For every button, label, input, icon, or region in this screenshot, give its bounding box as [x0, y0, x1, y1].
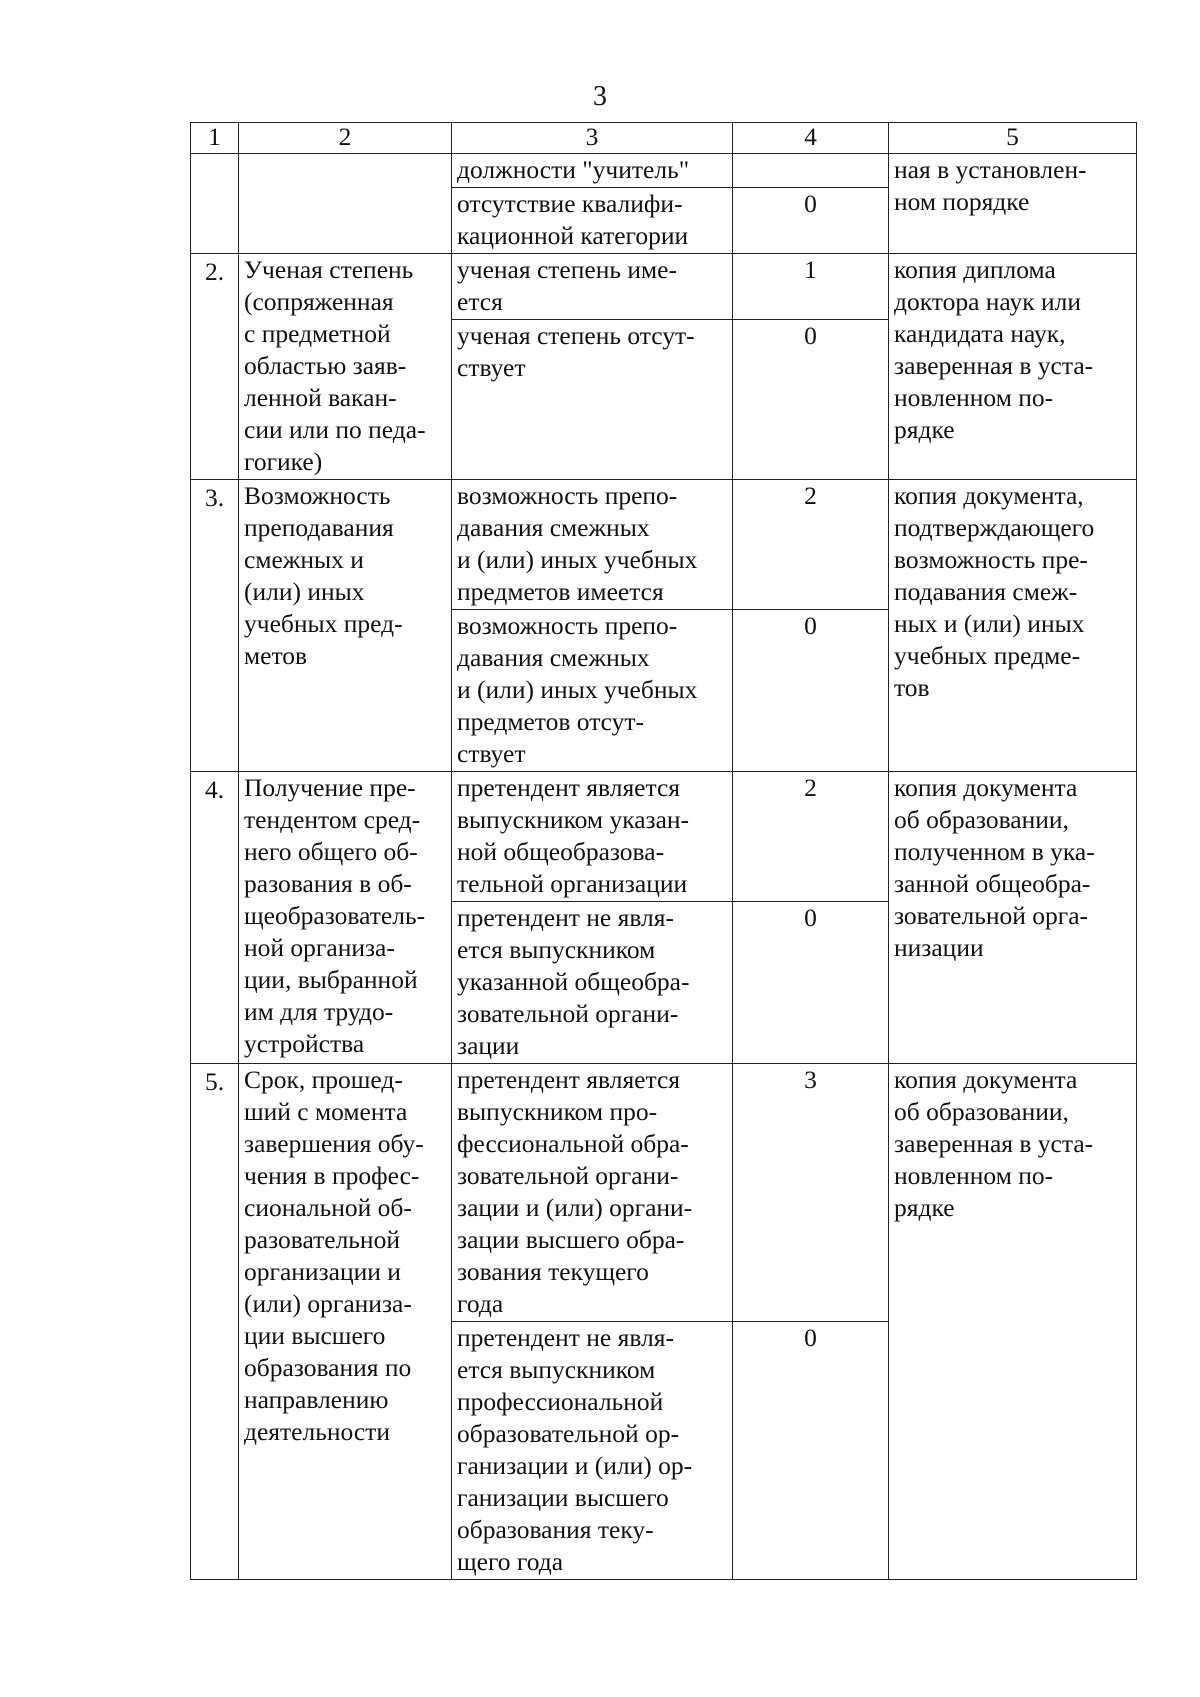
option-line: и (или) иных учебных [457, 675, 698, 704]
column-header: 3 [452, 123, 733, 154]
score-cell: 2 [733, 772, 889, 902]
option-line: щего года [457, 1547, 564, 1576]
criterion-cell [239, 254, 452, 480]
criterion-line: тендентом сред- [244, 805, 421, 834]
table-row [191, 480, 1137, 610]
option-line: года [457, 1289, 504, 1318]
criterion-line: смежных и [244, 545, 364, 574]
option-line: претендент является [457, 773, 680, 802]
criterion-line: завершения обу- [244, 1129, 424, 1158]
score-cell: 0 [733, 1322, 889, 1580]
criterion-line: гогике) [244, 447, 323, 476]
criterion-line: сиональной об- [244, 1193, 412, 1222]
option-line: ется выпускником [457, 1355, 656, 1384]
option-line: должности "учитель" [457, 155, 690, 184]
criteria-table [190, 122, 1137, 1580]
criterion-line: (или) организа- [244, 1289, 412, 1318]
option-cell [452, 1064, 733, 1322]
option-line: зовательной органи- [457, 1161, 679, 1190]
criterion-line: щеобразователь- [244, 901, 426, 930]
column-header: 5 [889, 123, 1137, 154]
document-line: полученном в ука- [894, 837, 1095, 866]
column-header: 1 [191, 123, 239, 154]
option-line: давания смежных [457, 513, 650, 542]
document-line: копия диплома [894, 255, 1056, 284]
criterion-line: метов [244, 641, 308, 670]
option-line: профессиональной [457, 1387, 664, 1416]
criterion-line: Ученая степень [244, 255, 414, 284]
score-cell: 2 [733, 480, 889, 610]
document-line: учебных предме- [894, 641, 1081, 670]
row-number-cell [191, 154, 239, 254]
option-cell [452, 610, 733, 772]
option-line: тельной организации [457, 869, 688, 898]
option-cell [452, 772, 733, 902]
option-line: ствует [457, 739, 526, 768]
criterion-line: ленной вакан- [244, 383, 397, 412]
score-cell: 0 [733, 320, 889, 480]
document-line: доктора наук или [894, 287, 1081, 316]
criterion-line: с предметной [244, 319, 391, 348]
page-number: 3 [593, 81, 607, 112]
criterion-line: Срок, прошед- [244, 1065, 403, 1094]
criterion-line: разования в об- [244, 869, 412, 898]
option-line: претендент является [457, 1065, 680, 1094]
criterion-line: ции, выбранной [244, 965, 418, 994]
option-line: предметов имеется [457, 577, 664, 606]
option-line: ется выпускником [457, 935, 656, 964]
option-line: ганизации высшего [457, 1483, 669, 1512]
criterion-line: им для трудо- [244, 997, 394, 1026]
option-line: зации и (или) органи- [457, 1193, 693, 1222]
option-cell [452, 154, 733, 188]
option-line: ной общеобразова- [457, 837, 665, 866]
score-cell [733, 154, 889, 188]
score-cell: 0 [733, 902, 889, 1064]
row-number-cell: 3. [191, 480, 239, 772]
document-cell [889, 772, 1137, 1064]
option-line: предметов отсут- [457, 707, 645, 736]
option-cell [452, 188, 733, 254]
criterion-line: (или) иных [244, 577, 365, 606]
option-line: претендент не явля- [457, 903, 674, 932]
score-cell: 0 [733, 610, 889, 772]
option-line: зации высшего обра- [457, 1225, 685, 1254]
option-line: ганизации и (или) ор- [457, 1451, 693, 1480]
table-row [191, 254, 1137, 320]
document-line: об образовании, [894, 805, 1069, 834]
score-cell: 0 [733, 188, 889, 254]
criterion-cell [239, 1064, 452, 1580]
criteria-table-body [191, 123, 1137, 1580]
document-line: подавания смеж- [894, 577, 1078, 606]
document-line: заверенная в уста- [894, 351, 1094, 380]
document-line: новленном по- [894, 383, 1054, 412]
table-row [191, 772, 1137, 902]
criterion-line: сии или по педа- [244, 415, 426, 444]
option-line: ученая степень име- [457, 255, 677, 284]
document-cell [889, 254, 1137, 480]
document-line: копия документа, [894, 481, 1084, 510]
option-line: выпускником про- [457, 1097, 658, 1126]
option-line: образования теку- [457, 1515, 654, 1544]
document-line: зовательной орга- [894, 901, 1089, 930]
document-line: ная в установлен- [894, 155, 1087, 184]
criterion-line: деятельности [244, 1417, 390, 1446]
criterion-line: организации и [244, 1257, 401, 1286]
document-line: кандидата наук, [894, 319, 1066, 348]
option-line: давания смежных [457, 643, 650, 672]
document-line: копия документа [894, 773, 1078, 802]
option-line: и (или) иных учебных [457, 545, 698, 574]
table-row [191, 154, 1137, 188]
option-line: фессиональной обра- [457, 1129, 689, 1158]
document-line: низации [894, 933, 984, 962]
document-line: копия документа [894, 1065, 1078, 1094]
criterion-line: (сопряженная [244, 287, 394, 316]
document-line: ном порядке [894, 187, 1030, 216]
criterion-line: устройства [244, 1029, 365, 1058]
score-cell: 1 [733, 254, 889, 320]
criterion-line: областью заяв- [244, 351, 407, 380]
criterion-cell [239, 154, 452, 254]
column-header-row [191, 123, 1137, 154]
document-cell [889, 154, 1137, 254]
criterion-line: него общего об- [244, 837, 418, 866]
option-line: зации [457, 1031, 520, 1060]
document-line: новленном по- [894, 1161, 1054, 1190]
criterion-cell [239, 480, 452, 772]
option-cell [452, 902, 733, 1064]
option-line: отсутствие квалифи- [457, 189, 683, 218]
option-line: возможность препо- [457, 611, 678, 640]
option-line: выпускником указан- [457, 805, 690, 834]
criterion-line: Возможность [244, 481, 391, 510]
document-line: об образовании, [894, 1097, 1069, 1126]
option-line: ученая степень отсут- [457, 321, 695, 350]
criterion-line: ции высшего [244, 1321, 386, 1350]
document-cell [889, 1064, 1137, 1580]
option-cell [452, 1322, 733, 1580]
row-number-cell: 5. [191, 1064, 239, 1580]
document-line: ных и (или) иных [894, 609, 1085, 638]
document-line: рядке [894, 1193, 955, 1222]
option-line: кационной категории [457, 221, 689, 250]
option-line: зовательной органи- [457, 999, 679, 1028]
row-number-cell: 4. [191, 772, 239, 1064]
row-number-cell: 2. [191, 254, 239, 480]
option-line: возможность препо- [457, 481, 678, 510]
criterion-cell [239, 772, 452, 1064]
option-line: ствует [457, 353, 526, 382]
criterion-line: разовательной [244, 1225, 400, 1254]
criterion-line: ший с момента [244, 1097, 408, 1126]
criterion-line: Получение пре- [244, 773, 416, 802]
option-line: ется [457, 287, 503, 316]
column-header: 2 [239, 123, 452, 154]
document-line: возможность пре- [894, 545, 1088, 574]
criterion-line: образования по [244, 1353, 412, 1382]
table-row [191, 1064, 1137, 1322]
score-cell: 3 [733, 1064, 889, 1322]
option-line: зования текущего [457, 1257, 649, 1286]
criterion-line: ной организа- [244, 933, 395, 962]
criterion-line: чения в профес- [244, 1161, 420, 1190]
option-line: указанной общеобра- [457, 967, 690, 996]
criterion-line: учебных пред- [244, 609, 403, 638]
document-line: рядке [894, 415, 955, 444]
criterion-line: преподавания [244, 513, 394, 542]
document-line: тов [894, 673, 930, 702]
criterion-line: направлению [244, 1385, 389, 1414]
option-line: образовательной ор- [457, 1419, 680, 1448]
option-line: претендент не явля- [457, 1323, 674, 1352]
document-line: подтверждающего [894, 513, 1095, 542]
option-cell [452, 480, 733, 610]
option-cell [452, 320, 733, 480]
option-cell [452, 254, 733, 320]
document-cell [889, 480, 1137, 772]
column-header: 4 [733, 123, 889, 154]
document-line: занной общеобра- [894, 869, 1091, 898]
document-line: заверенная в уста- [894, 1129, 1094, 1158]
